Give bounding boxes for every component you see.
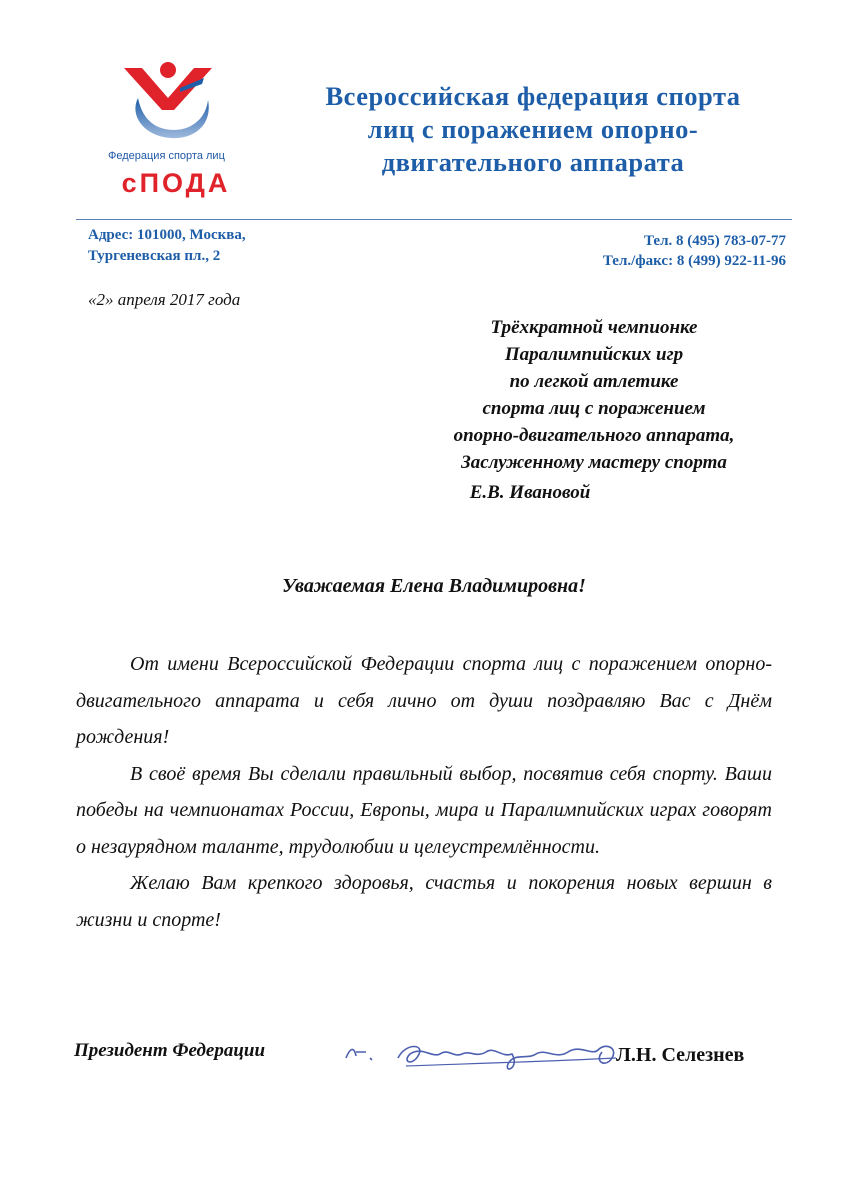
letter-date: «2» апреля 2017 года [88, 290, 241, 309]
phone-block [603, 231, 786, 271]
signatory-name: Л.Н. Селезнев [616, 1044, 745, 1066]
header-divider [76, 219, 792, 220]
org-name-line: Всероссийская федерация спорта [325, 81, 741, 111]
phone-line: Тел. 8 (495) 783-07-77 [644, 233, 786, 249]
org-name-line: двигательного аппарата [381, 147, 685, 177]
body-paragraph: В своё время Вы сделали правильный выбор, посвятив себя спорту. Ваши победы на чемпионатах России, Европы, мира и Паралимпийских играх говорят о незаурядном таланте, трудолюбии и целеустремлённости. [76, 762, 772, 858]
address-line: Тургеневская пл., 2 [88, 248, 221, 264]
recipient-line: Трёхкратной чемпионке [490, 317, 698, 338]
federation-logo [108, 58, 258, 208]
recipient-block [349, 314, 839, 476]
recipient-line: Заслуженному мастеру спорта [461, 452, 727, 473]
recipient-line: опорно-двигательного аппарата, [453, 425, 735, 446]
handwritten-signature [336, 1028, 636, 1078]
recipient-line: спорта лиц с поражением [482, 398, 706, 419]
address-line: Адрес: 101000, Москва, [88, 227, 246, 243]
signatory-title: Президент Федерации [74, 1040, 266, 1061]
body-paragraph: От имени Всероссийской Федерации спорта лиц с поражением опорно-двигательного аппарата и себя лично от души поздравляю Вас с Днём рождения! [76, 653, 772, 748]
organization-name [288, 80, 778, 179]
recipient-line: Паралимпийских игр [504, 344, 684, 365]
address-block [88, 225, 246, 267]
logo-caption: Федерация спорта лиц [108, 150, 225, 162]
letter-body [76, 646, 772, 938]
fax-line: Тел./факс: 8 (499) 922-11-96 [602, 253, 786, 269]
recipient-name: Е.В. Ивановой [469, 482, 591, 503]
recipient-line: по легкой атлетике [509, 371, 679, 392]
org-name-line: лиц с поражением опорно- [367, 114, 699, 144]
salutation: Уважаемая Елена Владимировна! [282, 575, 586, 597]
logo-emblem-icon [108, 58, 258, 148]
logo-wordmark: сПОДА [121, 168, 231, 198]
body-paragraph: Желаю Вам крепкого здоровья, счастья и покорения новых вершин в жизни и спорте! [76, 872, 772, 931]
